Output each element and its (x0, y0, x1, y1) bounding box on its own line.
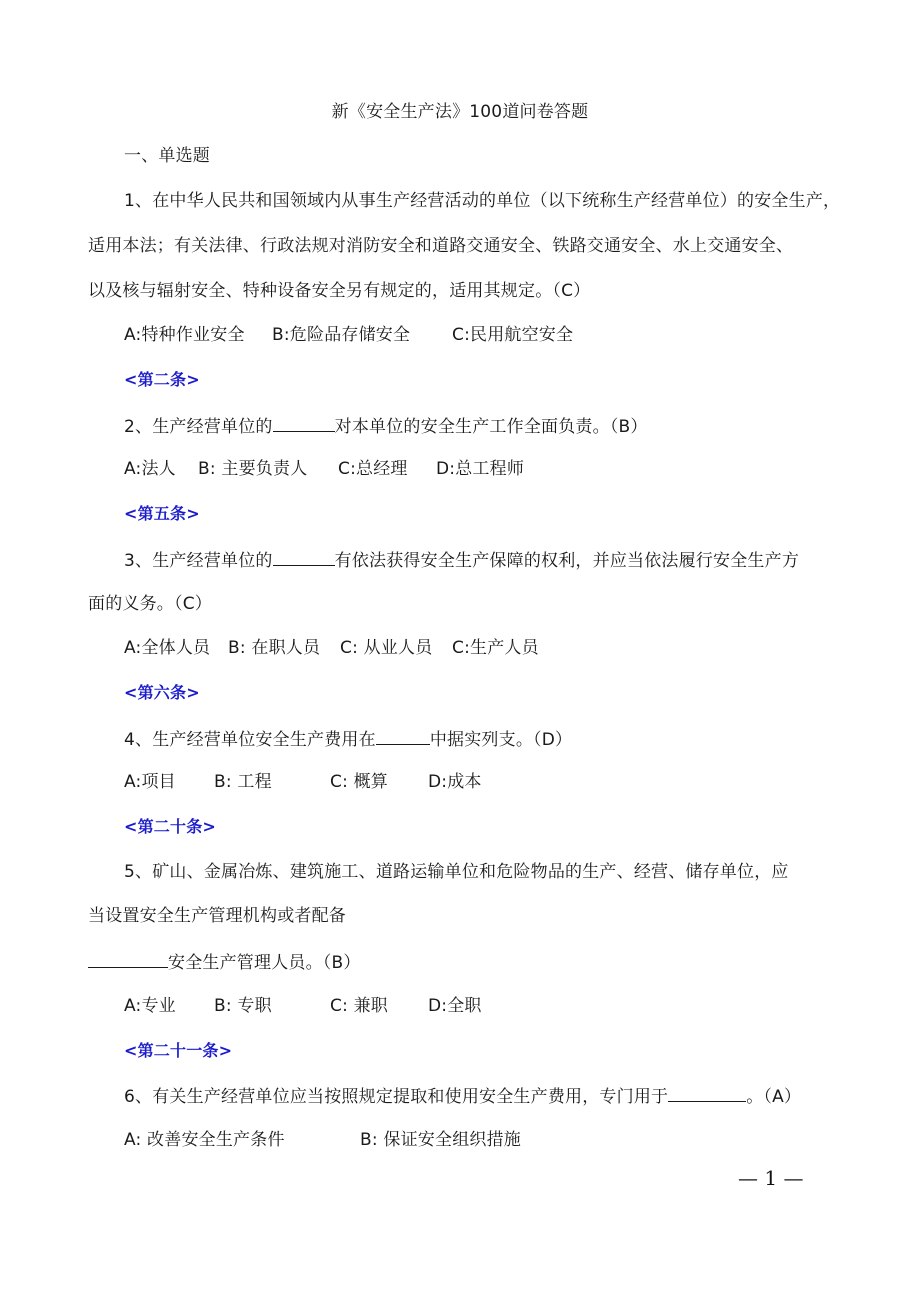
option-c: C: 兼职 (330, 996, 389, 1016)
option-c: C:民用航空安全 (452, 325, 574, 345)
option-a: A:全体人员 (124, 638, 211, 658)
question-3-line-2: 面的义务。（C） (88, 594, 212, 614)
question-1-options (124, 323, 884, 347)
question-4-line-1 (124, 726, 884, 752)
option-c: C: 概算 (330, 772, 389, 792)
question-6-line-1 (124, 1083, 884, 1109)
question-2-line-1 (124, 413, 884, 439)
article-reference: <第二十条> (124, 817, 217, 836)
option-b: B: 主要负责人 (198, 459, 308, 479)
option-b: B: 在职人员 (228, 638, 321, 658)
option-a: A: 改善安全生产条件 (124, 1130, 285, 1150)
section-heading: 一、单选题 (124, 146, 210, 166)
option-b: B:危险品存储安全 (272, 325, 411, 345)
question-4-suffix: 中据实列支。（D） (429, 730, 573, 750)
option-b: B: 保证安全组织措施 (360, 1130, 521, 1150)
question-2-prefix: 2、生产经营单位的 (124, 417, 273, 437)
question-3-options (124, 636, 884, 660)
article-reference: <第五条> (124, 504, 200, 523)
option-b: B: 工程 (214, 772, 272, 792)
question-3-suffix: 有依法获得安全生产保障的权利，并应当依法履行安全生产方 (334, 551, 800, 571)
question-5-line-1: 5、矿山、金属冶炼、建筑施工、道路运输单位和危险物品的生产、经营、储存单位，应 (124, 862, 789, 882)
article-reference: <第二条> (124, 370, 200, 389)
question-1-line-3: 以及核与辐射安全、特种设备安全另有规定的，适用其规定。（C） (88, 281, 591, 301)
article-reference: <第二十一条> (124, 1041, 233, 1060)
question-1-line-2: 适用本法；有关法律、行政法规对消防安全和道路交通安全、铁路交通安全、水上交通安全、 (88, 236, 794, 256)
question-4-options (124, 770, 884, 794)
question-5-line-3 (88, 949, 848, 975)
option-a: A:专业 (124, 996, 176, 1016)
answer-blank (668, 1083, 746, 1102)
option-a: A:项目 (124, 772, 176, 792)
option-a: A:特种作业安全 (124, 325, 245, 345)
question-5-line-2: 当设置安全生产管理机构或者配备 (88, 906, 346, 926)
question-6-prefix: 6、有关生产经营单位应当按照规定提取和使用安全生产费用，专门用于 (124, 1087, 669, 1107)
option-d: D:全职 (428, 996, 482, 1016)
option-d: D:成本 (428, 772, 482, 792)
question-2-suffix: 对本单位的安全生产工作全面负责。（B） (334, 417, 648, 437)
option-c: C:总经理 (338, 459, 408, 479)
question-5-suffix: 安全生产管理人员。（B） (168, 953, 361, 973)
answer-blank (88, 949, 168, 968)
question-3-line-1 (124, 547, 884, 573)
page-number: — 1 — (738, 1166, 804, 1190)
option-d: D:总工程师 (436, 459, 525, 479)
question-2-options (124, 457, 884, 481)
option-a: A:法人 (124, 459, 176, 479)
answer-blank (376, 726, 430, 745)
option-b: B: 专职 (214, 996, 272, 1016)
question-4-prefix: 4、生产经营单位安全生产费用在 (124, 730, 376, 750)
document-title: 新《安全生产法》100道问卷答题 (331, 102, 589, 122)
question-3-prefix: 3、生产经营单位的 (124, 551, 273, 571)
question-1-line-1: 1、在中华人民共和国领域内从事生产经营活动的单位（以下统称生产经营单位）的安全生产， (124, 191, 841, 211)
article-reference: <第六条> (124, 683, 200, 702)
option-c: C: 从业人员 (340, 638, 433, 658)
answer-blank (273, 413, 335, 432)
answer-blank (273, 547, 335, 566)
question-6-suffix: 。（A） (746, 1087, 802, 1107)
question-6-options (124, 1128, 884, 1152)
question-5-options (124, 994, 884, 1018)
option-c-duplicate: C:生产人员 (452, 638, 539, 658)
